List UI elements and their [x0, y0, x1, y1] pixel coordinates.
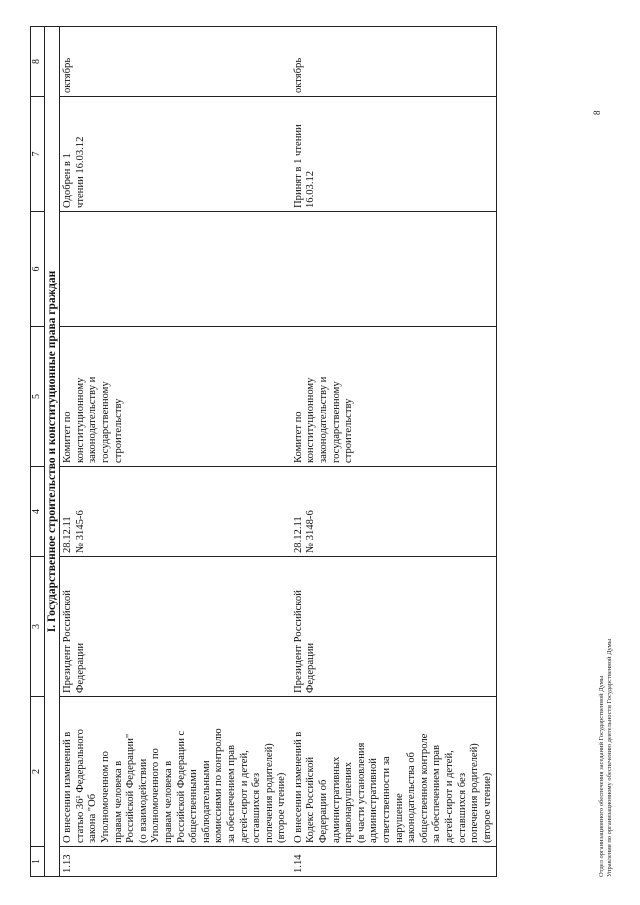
col-header-6: 6 [31, 212, 45, 327]
col-header-5: 5 [31, 327, 45, 467]
col-header-2: 2 [31, 697, 45, 847]
bill-status: Принят в 1 чтении 16.03.12 [291, 97, 497, 212]
planned-month: октябрь [291, 27, 497, 97]
col-header-7: 7 [31, 97, 45, 212]
bill-title: О внесении изменений в Кодекс Российской Федерации об административных правонарушениях (в части установления административной ответственности за нарушение законодательства об общественном контроле за обеспечением прав детей-сирот и детей, оставшихся без попечения родителей) (второе чтение) [291, 697, 497, 847]
column-number-header [31, 27, 45, 877]
column-6-cell [291, 212, 497, 327]
section-title: I. Государственное строительство и конституционные права граждан [44, 27, 60, 877]
bill-status: Одобрен в 1 чтении 16.03.12 [60, 97, 291, 212]
col-header-3: 3 [31, 557, 45, 697]
initiator: Президент Российской Федерации [60, 557, 291, 697]
responsible-committee: Комитет по конституционному законодательству и государственному строительству [291, 327, 497, 467]
registration-date-number: 28.12.11 № 3148-6 [291, 467, 497, 557]
planned-month: октябрь [60, 27, 291, 97]
initiator: Президент Российской Федерации [291, 557, 497, 697]
responsible-committee: Комитет по конституционному законодательству и государственному строительству [60, 327, 291, 467]
col-header-1: 1 [31, 847, 45, 877]
col-header-8: 8 [31, 27, 45, 97]
page-number: 8 [592, 110, 602, 115]
col-header-4: 4 [31, 467, 45, 557]
row-number: 1.13 [60, 847, 291, 877]
section-heading-row [44, 27, 60, 877]
footer-line-1: Отдел организационного обеспечения заседаний Государственной Думы [598, 675, 605, 877]
page-footer [598, 639, 614, 877]
footer-line-2: Управления по организационному обеспечению деятельности Государственной Думы [606, 638, 613, 877]
legislation-table [30, 26, 497, 877]
table-row [60, 27, 291, 877]
row-number: 1.14 [291, 847, 497, 877]
bill-title: О внесении изменений в статью 36¹ Федерального закона "Об Уполномоченном по правам человека в Российской Федерации" (о взаимодействии Уполномоченного по правам человека в Российской Федерации с общественными наблюдательными комиссиями по контролю за обеспечением прав детей-сирот и детей, оставшихся без попечения родителей) (второе чтение) [60, 697, 291, 847]
table-row [291, 27, 497, 877]
column-6-cell [60, 212, 291, 327]
registration-date-number: 28.12.11 № 3145-6 [60, 467, 291, 557]
